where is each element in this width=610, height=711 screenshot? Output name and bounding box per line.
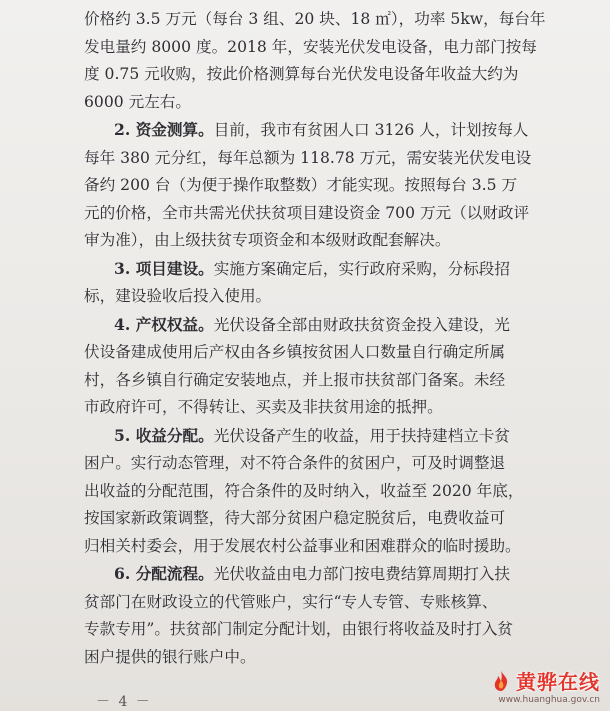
- text-line-content: 按国家新政策调整，待大部分贫困户稳定脱贫后，电费收益可: [84, 509, 506, 527]
- text-line: [84, 422, 590, 451]
- page-number: － 4 －: [96, 694, 152, 710]
- section-heading: 3. 项目建设。: [114, 258, 214, 278]
- text-line-content: 村，各乡镇自行确定安装地点，并上报市扶贫部门备案。未经: [84, 370, 506, 389]
- flame-logo-icon: [490, 670, 512, 692]
- text-line-content: 光伏设备产生的收益，用于扶持建档立卡贫: [213, 426, 510, 445]
- text-line-content: 每年 380 元分红，每年总额为 118.78 万元，需安装光伏发电设: [84, 148, 532, 167]
- text-line: [84, 367, 590, 395]
- watermark: [490, 666, 600, 705]
- text-line: [84, 394, 590, 422]
- text-line-content: 审为准），由上级扶贫专项资金和本级财政配套解决。: [84, 231, 451, 249]
- text-line-content: 光伏收益由电力部门按电费结算周期打入扶: [213, 565, 510, 583]
- text-line-content: 贫部门在财政设立的代管账户，实行“专人专管、专账核算、: [84, 592, 498, 611]
- text-line-content: 标，建设验收后投入使用。: [84, 287, 272, 305]
- document-body: [84, 6, 590, 671]
- text-line-content: 实施方案确定后，实行政府采购，分标段招: [213, 259, 510, 278]
- text-line: [84, 450, 590, 478]
- text-line: [84, 89, 590, 117]
- text-line-content: 元的价格，全市共需光伏扶贫项目建设资金 700 万元（以财政评: [84, 203, 530, 222]
- text-line: [84, 116, 590, 145]
- watermark-url: www.huanghua.gov.cn: [498, 695, 600, 705]
- text-line: [84, 311, 590, 340]
- text-line-content: 归相关村委会，用于发展农村公益事业和困难群众的临时援助。: [84, 536, 521, 555]
- text-line: [84, 616, 590, 644]
- text-line: [84, 560, 590, 589]
- text-line: [84, 145, 590, 173]
- text-line: [84, 172, 590, 200]
- text-line-content: 困户提供的银行账户中。: [84, 647, 256, 666]
- text-line-content: 发电量约 8000 度。2018 年，安装光伏发电设备，电力部门按每: [84, 37, 537, 56]
- text-line: [84, 478, 590, 506]
- text-line-content: 出收益的分配范围，符合条件的及时纳入，收益至 2020 年底，: [84, 481, 524, 500]
- section-heading: 4. 产权权益。: [114, 314, 214, 334]
- text-line-content: 度 0.75 元收购，按此价格测算每台光伏发电设备年收益大约为: [84, 65, 519, 83]
- text-line: [84, 339, 590, 367]
- section-heading: 5. 收益分配。: [114, 425, 214, 445]
- text-line: [84, 533, 590, 561]
- text-line-content: 伏设备建成使用后产权由各乡镇按贫困人口数量自行确定所属: [84, 343, 506, 361]
- text-line: [84, 6, 590, 34]
- text-line-content: 目前，我市有贫困人口 3126 人，计划按每人: [213, 121, 529, 139]
- text-line: [84, 589, 590, 617]
- section-heading: 6. 分配流程。: [114, 564, 214, 583]
- text-line: [84, 227, 590, 255]
- text-line-content: 专款专用”。扶贫部门制定分配计划，由银行将收益及时打入贫: [84, 620, 514, 638]
- text-line: [84, 255, 590, 284]
- text-line: [84, 61, 590, 89]
- text-line: [84, 200, 590, 228]
- text-line-content: 市政府许可，不得转让、买卖及非扶贫用途的抵押。: [84, 398, 443, 416]
- text-line-content: 价格约 3.5 万元（每台 3 组、20 块、18 ㎡），功率 5kw，每台年: [84, 10, 546, 28]
- text-line-content: 6000 元左右。: [84, 92, 192, 111]
- text-line: [84, 505, 590, 533]
- watermark-title: 黄骅在线: [516, 670, 600, 694]
- text-line: [84, 34, 590, 62]
- section-heading: 2. 资金测算。: [114, 120, 214, 139]
- text-line-content: 困户。实行动态管理，对不符合条件的贫困户，可及时调整退: [84, 454, 506, 472]
- text-line: [84, 283, 590, 311]
- text-line-content: 备约 200 台（为便于操作取整数）才能实现。按照每台 3.5 万: [84, 176, 518, 194]
- text-line-content: 光伏设备全部由财政扶贫资金投入建设，光: [213, 315, 510, 334]
